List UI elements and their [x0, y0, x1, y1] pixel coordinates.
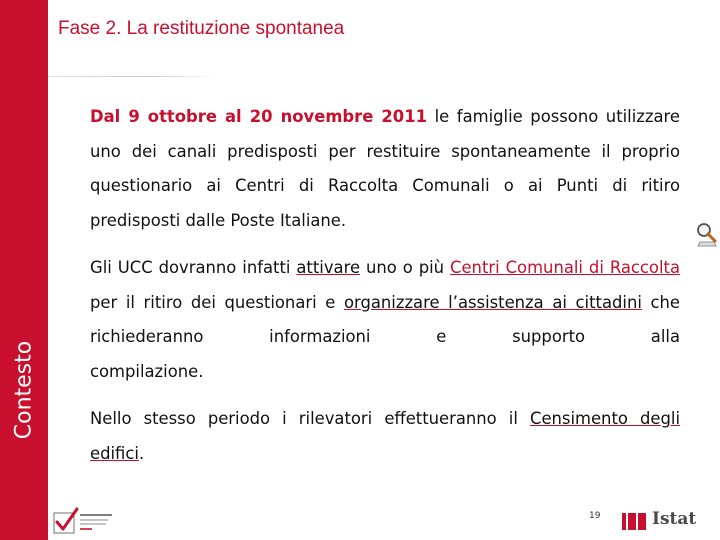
- ucc-text-b: uno o più: [360, 258, 451, 277]
- censimento-text-b: .: [138, 443, 145, 463]
- paragraph-dates-text: le famiglie possono utilizzare uno dei canali predisposti per restituire spontaneamente il proprio questionario ai Centri di Raccolta Comunali o ai Punti di ritiro predisposti dalle Poste Italiane.: [90, 107, 680, 230]
- census-checkbox-logo: [52, 505, 114, 539]
- link-attivare: attivare: [296, 258, 361, 277]
- censimento-text-a: Nello stesso periodo i rilevatori effettueranno il: [90, 409, 530, 428]
- ucc-text-c: per il ritiro dei questionari e: [90, 292, 344, 312]
- link-centri-comunali: Centri Comunali di Raccolta: [450, 258, 680, 277]
- dates-highlight: Dal 9 ottobre al 20 novembre 2011: [90, 107, 428, 126]
- magnifying-glass-icon: [694, 220, 720, 250]
- istat-logo-text: Istat: [652, 509, 697, 529]
- page-title: Fase 2. La restituzione spontanea: [58, 18, 345, 39]
- sidebar: [0, 0, 48, 540]
- ucc-text-a: Gli UCC dovranno infatti: [90, 258, 297, 277]
- page-number: 19: [589, 511, 601, 521]
- ucc-last-line: compilazione.: [90, 361, 204, 381]
- paragraph-ucc: [90, 251, 680, 389]
- ucc-text-d: che richiederanno informazioni e supporto alla: [90, 292, 681, 346]
- slide-content: [90, 100, 680, 471]
- paragraph-ucc-main: [90, 251, 680, 355]
- title-divider: [48, 76, 216, 77]
- sidebar-label-text: Contesto: [11, 340, 37, 440]
- link-censimento-edifici: Censimento degli edifici: [90, 409, 680, 463]
- paragraph-censimento: [90, 402, 680, 471]
- paragraph-dates: [90, 100, 680, 238]
- sidebar-label: [0, 300, 48, 480]
- link-organizzare: organizzare l’assistenza ai cittadini: [343, 292, 642, 312]
